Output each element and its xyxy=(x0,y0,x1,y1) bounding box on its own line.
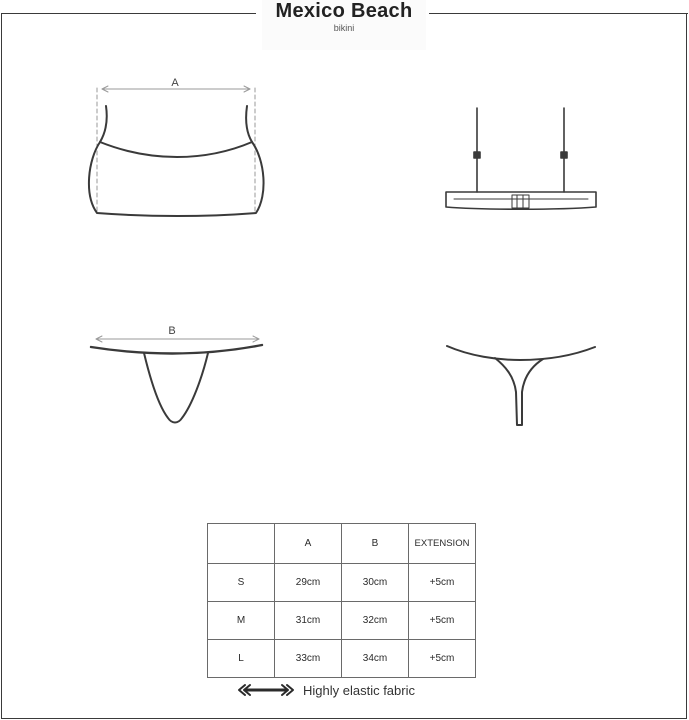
size-label-cell: M xyxy=(208,602,275,640)
measure-label-b: B xyxy=(168,325,176,337)
product-title: Mexico Beach xyxy=(275,0,413,22)
product-subtitle: bikini xyxy=(333,23,355,33)
strap-slider-right xyxy=(561,152,567,158)
table-cell: 34cm xyxy=(342,640,409,678)
table-cell: +5cm xyxy=(409,640,476,678)
strap-slider-left xyxy=(474,152,480,158)
top-front-outline xyxy=(89,106,264,216)
bottom-back-view xyxy=(447,346,595,425)
bottom-front-view xyxy=(91,336,262,423)
table-cell: 30cm xyxy=(342,564,409,602)
size-table xyxy=(207,523,476,678)
elastic-fabric-note xyxy=(237,681,415,699)
top-front-view xyxy=(89,86,264,216)
table-cell: 31cm xyxy=(275,602,342,640)
size-label-cell: L xyxy=(208,640,275,678)
table-row xyxy=(208,640,476,678)
top-back-view xyxy=(446,108,596,209)
table-header-cell xyxy=(208,524,275,564)
clasp xyxy=(512,195,529,208)
table-header-cell: A xyxy=(275,524,342,564)
table-cell: 32cm xyxy=(342,602,409,640)
bottom-front-pouch xyxy=(144,353,208,423)
table-header-cell: B xyxy=(342,524,409,564)
table-cell: 29cm xyxy=(275,564,342,602)
thong-back-strap xyxy=(495,358,543,425)
table-row xyxy=(208,602,476,640)
measure-label-a: A xyxy=(171,77,179,89)
table-header-row xyxy=(208,524,476,564)
waist-string-back xyxy=(447,346,595,360)
elastic-fabric-label: Highly elastic fabric xyxy=(303,682,415,698)
table-cell: 33cm xyxy=(275,640,342,678)
elastic-arrow-icon xyxy=(237,683,295,697)
table-row xyxy=(208,564,476,602)
table-cell: +5cm xyxy=(409,564,476,602)
table-cell: +5cm xyxy=(409,602,476,640)
size-label-cell: S xyxy=(208,564,275,602)
table-header-cell: EXTENSION xyxy=(409,524,476,564)
top-front-upper-edge xyxy=(100,142,252,157)
waist-string-front xyxy=(91,345,262,354)
